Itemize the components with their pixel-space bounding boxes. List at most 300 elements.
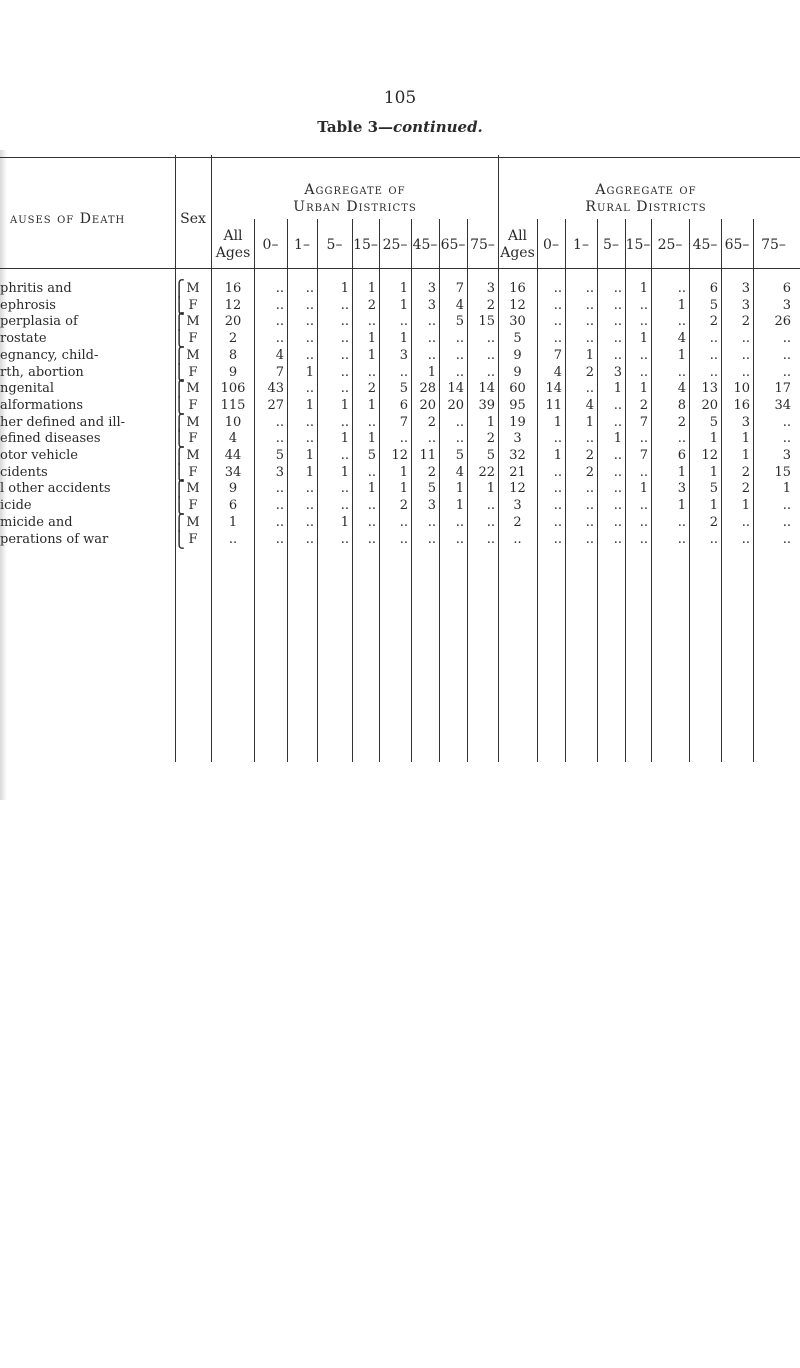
rural-cell: 3 — [741, 414, 750, 430]
brace-glyph: ⎩ — [173, 395, 185, 415]
urban-cell: .. — [275, 431, 284, 447]
rural-cell: 4 — [677, 331, 686, 347]
rural-cell: .. — [677, 281, 686, 296]
urban-cell: .. — [455, 364, 464, 380]
urban-cell: 5 — [486, 448, 495, 463]
urban-cell: 5 — [427, 481, 436, 497]
urban-cell: .. — [486, 364, 495, 380]
rural-cell: 10 — [733, 381, 750, 397]
urban-cell: 2 — [427, 464, 436, 480]
cause-label: egnancy, child- — [0, 347, 99, 363]
rural-cell: 16 — [733, 397, 750, 413]
rural-cell: .. — [553, 498, 562, 514]
urban-cell: 11 — [419, 448, 436, 463]
urban-cell: 2 — [367, 297, 376, 313]
urban-cell: 5 — [367, 448, 376, 463]
urban-cell: .. — [340, 481, 349, 497]
rural-cell: 95 — [509, 397, 526, 413]
rural-cell: 1 — [709, 464, 718, 480]
rural-cell: 15 — [774, 464, 791, 480]
urban-cell: .. — [228, 531, 238, 547]
urban-cell: .. — [455, 514, 464, 530]
rural-cell: .. — [613, 414, 622, 430]
rural-cell: .. — [585, 314, 594, 330]
rural-cell: 5 — [709, 297, 718, 313]
rural-cell: .. — [677, 431, 686, 447]
rural-districts-header-line2: Rural Districts — [585, 199, 707, 215]
rural-cell: 2 — [677, 414, 686, 430]
rural-cell: .. — [553, 431, 562, 447]
rural-cell: 6 — [709, 281, 718, 296]
rural-districts-header-line1: Aggregate of — [595, 182, 697, 198]
urban-cell: .. — [367, 514, 376, 530]
rural-cell: 1 — [639, 281, 648, 296]
rural-cell: 1 — [639, 381, 648, 397]
rural-cell: .. — [782, 514, 791, 530]
rural-cell: .. — [677, 514, 686, 530]
urban-cell: 1 — [305, 464, 314, 480]
sex-header: Sex — [180, 211, 206, 227]
rural-cell: .. — [709, 531, 718, 547]
urban-cell: .. — [305, 297, 314, 313]
rural-cell: .. — [553, 297, 562, 313]
urban-cell: .. — [305, 347, 314, 363]
urban-cell: 1 — [367, 431, 376, 447]
rural-cell: 12 — [701, 448, 718, 463]
rural-cell: .. — [677, 364, 686, 380]
rural-cell: 5 — [513, 331, 522, 347]
urban-cell: 1 — [367, 331, 376, 347]
urban-cell: 1 — [305, 397, 314, 413]
urban-cell: 43 — [267, 381, 284, 397]
rural-age-header: 15– — [625, 237, 651, 253]
rural-cell: .. — [585, 531, 594, 547]
cause-label: perations of war — [0, 531, 109, 547]
urban-cell: .. — [340, 531, 349, 547]
rural-cell: .. — [741, 514, 750, 530]
urban-cell: .. — [427, 531, 436, 547]
rural-cell: 3 — [741, 297, 750, 313]
urban-cell: 5 — [455, 448, 464, 463]
rural-cell: 1 — [782, 481, 791, 497]
urban-cell: 2 — [228, 331, 238, 347]
cause-label: ephrosis — [0, 297, 56, 313]
urban-cell: 15 — [478, 314, 495, 330]
urban-cell: .. — [340, 414, 349, 430]
rural-cell: 13 — [701, 381, 718, 397]
urban-cell: 44 — [224, 448, 242, 463]
rural-cell: .. — [585, 381, 594, 397]
rural-cell: 21 — [509, 464, 526, 480]
urban-cell: 3 — [427, 281, 436, 296]
rural-cell: 8 — [677, 397, 686, 413]
urban-cell: .. — [427, 331, 436, 347]
brace-glyph: ⎧ — [173, 345, 185, 365]
urban-cell: .. — [455, 331, 464, 347]
urban-cell: 1 — [367, 481, 376, 497]
rural-cell: 1 — [553, 414, 562, 430]
urban-cell: 1 — [486, 414, 495, 430]
urban-cell: 2 — [399, 498, 408, 514]
urban-cell: .. — [427, 431, 436, 447]
urban-cell: 2 — [367, 381, 376, 397]
rural-cell: 26 — [774, 314, 791, 330]
urban-cell: 1 — [455, 498, 464, 514]
sex-cell: M — [186, 514, 200, 530]
urban-cell: 6 — [228, 498, 238, 514]
urban-districts-header-line2: Urban Districts — [293, 199, 417, 215]
rural-cell: .. — [585, 514, 594, 530]
urban-cell: .. — [486, 531, 495, 547]
rural-cell: .. — [639, 314, 648, 330]
rural-cell: .. — [741, 364, 750, 380]
causes-of-death-header: auses of Death — [10, 211, 126, 227]
rural-cell: 2 — [585, 448, 594, 463]
rural-age-header: 5– — [603, 237, 619, 253]
rural-cell: 2 — [709, 514, 718, 530]
urban-cell: .. — [340, 297, 349, 313]
rural-cell: .. — [553, 281, 562, 296]
urban-cell: 1 — [228, 514, 238, 530]
rural-cell: .. — [585, 297, 594, 313]
sex-cell: F — [188, 464, 198, 480]
rural-age-header: 25– — [657, 237, 683, 253]
urban-cell: 34 — [224, 464, 242, 480]
rural-cell: 2 — [741, 464, 750, 480]
rural-cell: 7 — [639, 448, 648, 463]
rural-cell: .. — [553, 514, 562, 530]
brace-glyph: ⎧ — [173, 412, 185, 432]
rural-cell: .. — [613, 481, 622, 497]
rural-cell: 17 — [774, 381, 791, 397]
sex-cell: F — [188, 297, 198, 313]
sex-cell: M — [186, 381, 200, 397]
urban-cell: 9 — [228, 481, 238, 497]
rural-cell: 5 — [709, 414, 718, 430]
rural-cell: 1 — [741, 431, 750, 447]
sex-cell: F — [188, 397, 198, 413]
urban-cell: .. — [275, 531, 284, 547]
urban-cell: 8 — [228, 347, 238, 363]
rural-cell: 6 — [782, 281, 791, 296]
cause-label: cidents — [0, 464, 48, 480]
rural-cell: .. — [782, 414, 791, 430]
sex-cell: F — [188, 364, 198, 380]
urban-cell: 7 — [399, 414, 408, 430]
urban-cell: .. — [455, 431, 464, 447]
urban-districts-header-line1: Aggregate of — [304, 182, 406, 198]
sex-cell: F — [188, 531, 198, 547]
urban-cell: .. — [427, 514, 436, 530]
cause-label: otor vehicle — [0, 448, 78, 463]
urban-cell: 1 — [367, 281, 376, 296]
rural-age-header-all: All Ages — [500, 228, 535, 261]
urban-cell: 16 — [224, 281, 242, 296]
urban-cell: .. — [486, 514, 495, 530]
brace-glyph: ⎧ — [173, 312, 185, 332]
rural-cell: 1 — [677, 464, 686, 480]
rural-cell: .. — [613, 281, 622, 296]
sex-cell: M — [186, 448, 200, 463]
urban-cell: 106 — [220, 381, 246, 397]
urban-cell: .. — [399, 364, 408, 380]
urban-cell: .. — [399, 431, 408, 447]
cause-label: rth, abortion — [0, 364, 84, 380]
rural-cell: 16 — [509, 281, 526, 296]
rural-cell: .. — [613, 297, 622, 313]
urban-age-header: 0– — [262, 237, 279, 253]
brace-glyph: ⎧ — [173, 446, 185, 465]
rural-cell: 3 — [782, 297, 791, 313]
urban-cell: 28 — [419, 381, 436, 397]
rural-cell: .. — [782, 498, 791, 514]
sex-cell: F — [188, 498, 198, 514]
urban-cell: .. — [305, 381, 314, 397]
urban-cell: .. — [455, 531, 464, 547]
urban-cell: 5 — [455, 314, 464, 330]
header-bottom-rule — [0, 268, 800, 269]
urban-cell: 12 — [224, 297, 242, 313]
rural-cell: 14 — [545, 381, 562, 397]
urban-cell: 1 — [367, 397, 376, 413]
cause-label: efined diseases — [0, 431, 101, 447]
rural-cell: .. — [553, 314, 562, 330]
urban-cell: 27 — [267, 397, 284, 413]
brace-glyph: ⎩ — [173, 362, 185, 382]
rural-cell: .. — [782, 347, 791, 363]
urban-cell: 1 — [399, 297, 408, 313]
rural-cell: 4 — [553, 364, 562, 380]
urban-cell: 1 — [399, 464, 408, 480]
rural-cell: 3 — [741, 281, 750, 296]
table-title-suffix: —continued. — [378, 118, 483, 136]
rural-cell: .. — [709, 331, 718, 347]
cause-label: rostate — [0, 331, 47, 347]
rural-cell: .. — [741, 347, 750, 363]
urban-cell: 1 — [455, 481, 464, 497]
urban-cell: .. — [340, 331, 349, 347]
rural-cell: .. — [709, 364, 718, 380]
rural-cell: 5 — [709, 481, 718, 497]
brace-glyph: ⎩ — [173, 329, 185, 349]
brace-glyph: ⎧ — [173, 512, 185, 532]
rural-cell: 1 — [639, 331, 648, 347]
sex-cell: F — [188, 431, 198, 447]
cause-label: her defined and ill- — [0, 414, 126, 430]
urban-cell: 10 — [224, 414, 242, 430]
rural-age-header: 45– — [692, 237, 718, 253]
urban-cell: 5 — [275, 448, 284, 463]
rural-age-header: 65– — [724, 237, 750, 253]
urban-cell: .. — [305, 314, 314, 330]
rural-cell: 12 — [509, 481, 526, 497]
rural-cell: 3 — [677, 481, 686, 497]
rural-cell: .. — [585, 281, 594, 296]
urban-age-header: 45– — [412, 237, 438, 253]
rural-cell: 1 — [553, 448, 562, 463]
urban-cell: .. — [455, 414, 464, 430]
urban-cell: 14 — [447, 381, 464, 397]
urban-cell: 6 — [399, 397, 408, 413]
urban-cell: .. — [399, 531, 408, 547]
urban-cell: 1 — [340, 464, 349, 480]
rural-age-header: 1– — [573, 237, 589, 253]
cause-label: icide — [0, 498, 32, 514]
urban-cell: 115 — [220, 397, 246, 413]
urban-cell: 14 — [478, 381, 495, 397]
rural-cell: 2 — [639, 397, 648, 413]
rural-cell: 1 — [709, 431, 718, 447]
urban-age-header: 65– — [440, 237, 466, 253]
urban-cell: 1 — [399, 281, 408, 296]
rural-cell: .. — [639, 347, 648, 363]
urban-cell: 1 — [340, 281, 349, 296]
rural-cell: 1 — [639, 481, 648, 497]
urban-cell: .. — [367, 364, 376, 380]
urban-age-header-all: All Ages — [215, 228, 251, 261]
sex-cell: M — [186, 281, 200, 296]
rural-cell: .. — [513, 531, 522, 547]
rural-cell: 1 — [741, 448, 750, 463]
rural-cell: 4 — [585, 397, 594, 413]
urban-cell: .. — [305, 498, 314, 514]
rural-cell: 2 — [741, 481, 750, 497]
urban-cell: 20 — [224, 314, 242, 330]
urban-cell: .. — [340, 381, 349, 397]
cause-label: micide and — [0, 514, 73, 530]
rural-cell: 7 — [639, 414, 648, 430]
rural-cell: 1 — [585, 347, 594, 363]
rural-cell: .. — [613, 498, 622, 514]
urban-cell: 5 — [399, 381, 408, 397]
top-rule — [0, 157, 800, 158]
sex-cell: M — [186, 481, 200, 497]
rural-cell: .. — [782, 364, 791, 380]
rural-cell: .. — [613, 464, 622, 480]
urban-cell: .. — [305, 414, 314, 430]
urban-cell: 1 — [340, 431, 349, 447]
urban-cell: .. — [275, 281, 284, 296]
brace-glyph: ⎩ — [173, 529, 185, 549]
table-title: Table 3 — [317, 118, 379, 136]
rural-cell: .. — [741, 331, 750, 347]
urban-cell: .. — [275, 331, 284, 347]
rural-cell: 34 — [774, 397, 791, 413]
rural-cell: 1 — [709, 498, 718, 514]
sex-cell: M — [186, 314, 200, 330]
rural-cell: .. — [585, 431, 594, 447]
rural-cell: 3 — [782, 448, 791, 463]
urban-cell: 4 — [455, 297, 464, 313]
brace-glyph: ⎩ — [173, 462, 185, 482]
urban-cell: 20 — [419, 397, 436, 413]
urban-cell: 4 — [275, 347, 284, 363]
urban-cell: 1 — [427, 364, 436, 380]
urban-cell: .. — [399, 514, 408, 530]
rural-cell: .. — [741, 531, 750, 547]
urban-cell: .. — [340, 498, 349, 514]
urban-cell: 1 — [305, 364, 314, 380]
brace-glyph: ⎧ — [173, 379, 185, 399]
table-caption — [0, 118, 800, 136]
urban-cell: 1 — [399, 331, 408, 347]
rural-cell: 3 — [513, 431, 522, 447]
rural-cell: 6 — [677, 448, 686, 463]
urban-cell: .. — [305, 481, 314, 497]
urban-cell: 9 — [228, 364, 238, 380]
brace-glyph: ⎩ — [173, 496, 185, 516]
urban-cell: .. — [275, 514, 284, 530]
rural-cell: 1 — [677, 297, 686, 313]
urban-cell: .. — [367, 498, 376, 514]
urban-cell: .. — [305, 514, 314, 530]
cause-label: phritis and — [0, 281, 72, 296]
rural-cell: 3 — [613, 364, 622, 380]
urban-cell: 3 — [275, 464, 284, 480]
rural-cell: .. — [585, 331, 594, 347]
rural-cell: .. — [639, 514, 648, 530]
rural-cell: .. — [639, 364, 648, 380]
rural-cell: 2 — [741, 314, 750, 330]
urban-cell: .. — [340, 448, 349, 463]
rural-cell: 11 — [545, 397, 562, 413]
urban-cell: .. — [275, 481, 284, 497]
rural-cell: .. — [553, 481, 562, 497]
rural-cell: .. — [585, 498, 594, 514]
urban-cell: .. — [367, 414, 376, 430]
urban-cell: 12 — [391, 448, 408, 463]
brace-glyph: ⎧ — [173, 479, 185, 499]
urban-cell: 1 — [486, 481, 495, 497]
urban-cell: .. — [305, 431, 314, 447]
rural-cell: .. — [639, 498, 648, 514]
urban-cell: .. — [305, 331, 314, 347]
rural-cell: 2 — [709, 314, 718, 330]
rural-age-header: 75– — [761, 237, 786, 253]
urban-cell: .. — [367, 531, 376, 547]
urban-cell: 4 — [228, 431, 238, 447]
page-number: 105 — [383, 88, 417, 108]
rural-cell: 1 — [613, 381, 622, 397]
rural-cell: 32 — [509, 448, 526, 463]
rural-cell: 1 — [741, 498, 750, 514]
rural-cell: 19 — [509, 414, 526, 430]
urban-cell: 7 — [275, 364, 284, 380]
urban-age-header: 25– — [382, 237, 408, 253]
urban-cell: .. — [340, 347, 349, 363]
urban-cell: .. — [367, 464, 376, 480]
rural-cell: .. — [613, 448, 622, 463]
urban-cell: .. — [427, 347, 436, 363]
rural-cell: .. — [639, 431, 648, 447]
rural-cell: .. — [677, 314, 686, 330]
urban-cell: .. — [486, 347, 495, 363]
urban-cell: 22 — [478, 464, 495, 480]
rural-cell: 20 — [701, 397, 718, 413]
urban-cell: .. — [399, 314, 408, 330]
urban-cell: 39 — [478, 397, 495, 413]
urban-cell: 1 — [305, 448, 314, 463]
rural-cell: 30 — [509, 314, 526, 330]
rural-cell: .. — [782, 531, 791, 547]
urban-cell: .. — [305, 531, 314, 547]
urban-age-header: 75– — [470, 237, 495, 253]
rural-cell: .. — [553, 464, 562, 480]
urban-cell: .. — [275, 414, 284, 430]
urban-cell: 2 — [427, 414, 436, 430]
rural-cell: 9 — [513, 364, 522, 380]
urban-cell: .. — [340, 314, 349, 330]
